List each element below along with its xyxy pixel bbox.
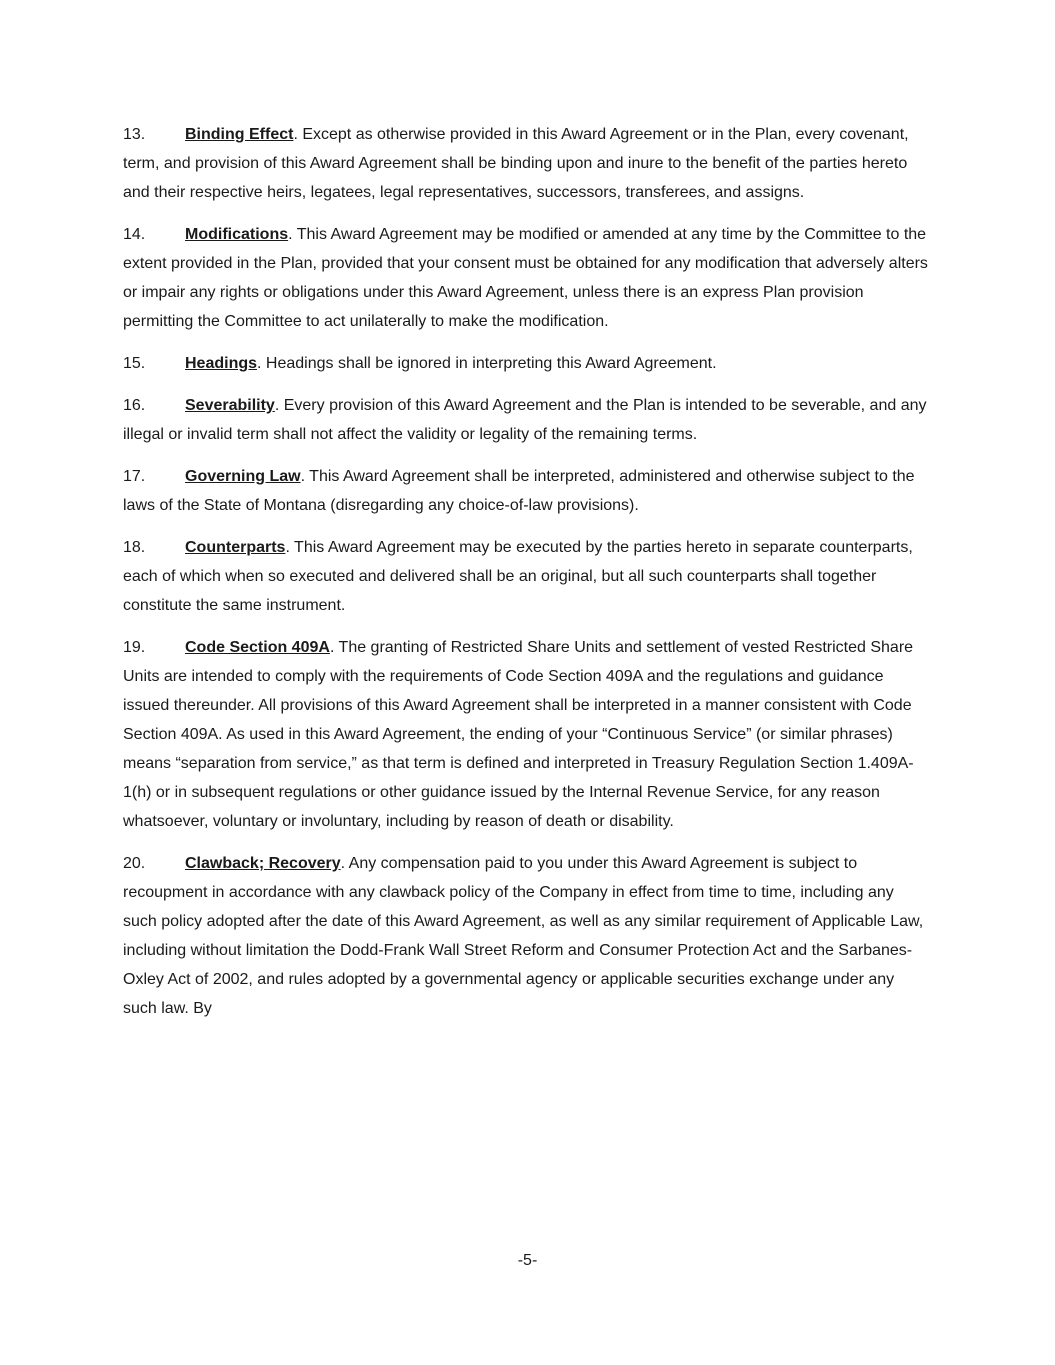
section-paragraph-13 (123, 120, 930, 207)
section-paragraph-18 (123, 533, 930, 620)
section-number: 16. (123, 397, 146, 414)
section-number: 20. (123, 855, 146, 872)
section-body: . Headings shall be ignored in interpreting this Award Agreement. (257, 355, 717, 372)
section-number: 13. (123, 126, 146, 143)
section-number: 15. (123, 355, 146, 372)
section-number: 19. (123, 639, 146, 656)
page-number-footer: -5- (517, 1252, 538, 1269)
section-body: . The granting of Restricted Share Units and settlement of vested Restricted Share Units are intended to comply with the requirements of Code Section 409A and the regulations and guidance issued thereunder. All provisions of this Award Agreement shall be interpreted in a manner consistent with Code Section 409A. As used in this Award Agreement, the ending of your “Continuous Service” (or similar phrases) means “separation from service,” as that term is defined and interpreted in Treasury Regulation Section 1.409A-1(h) or in subsequent regulations or other guidance issued by the Internal Revenue Service, for any reason whatsoever, voluntary or involuntary, including by reason of death or disability. (123, 639, 914, 830)
section-number: 18. (123, 539, 146, 556)
section-heading: Governing Law (185, 468, 301, 485)
section-body: . This Award Agreement may be modified or amended at any time by the Committee to the extent provided in the Plan, provided that your consent must be obtained for any modification that adversely alters or impair any rights or obligations under this Award Agreement, unless there is an express Plan provision permitting the Committee to act unilaterally to make the modification. (123, 226, 928, 330)
section-paragraph-17 (123, 462, 930, 520)
section-body: . This Award Agreement shall be interpreted, administered and otherwise subject to the laws of the State of Montana (disregarding any choice-of-law provisions). (123, 468, 915, 514)
section-body: . Every provision of this Award Agreement and the Plan is intended to be severable, and any illegal or invalid term shall not affect the validity or legality of the remaining terms. (123, 397, 927, 443)
section-number: 14. (123, 226, 146, 243)
section-body: . Except as otherwise provided in this Award Agreement or in the Plan, every covenant, term, and provision of this Award Agreement shall be binding upon and inure to the benefit of the parties hereto and their respective heirs, legatees, legal representatives, successors, transferees, and assigns. (123, 126, 909, 201)
section-heading: Clawback; Recovery (185, 855, 341, 872)
section-heading: Severability (185, 397, 275, 414)
section-body: . Any compensation paid to you under this Award Agreement is subject to recoupment in accordance with any clawback policy of the Company in effect from time to time, including any such policy adopted after the date of this Award Agreement, as well as any similar requirement of Applicable Law, including without limitation the Dodd-Frank Wall Street Reform and Consumer Protection Act and the Sarbanes-Oxley Act of 2002, and rules adopted by a governmental agency or applicable securities exchange under any such law. By (123, 855, 924, 1017)
section-heading: Binding Effect (185, 126, 294, 143)
section-heading: Headings (185, 355, 258, 372)
section-heading: Code Section 409A (185, 639, 330, 656)
section-paragraph-14 (123, 220, 930, 336)
section-heading: Modifications (185, 226, 289, 243)
section-paragraph-16 (123, 391, 930, 449)
section-body: . This Award Agreement may be executed by the parties hereto in separate counterparts, each of which when so executed and delivered shall be an original, but all such counterparts shall together constitute the same instrument. (123, 539, 913, 614)
section-paragraph-20 (123, 849, 930, 1023)
section-heading: Counterparts (185, 539, 286, 556)
section-number: 17. (123, 468, 146, 485)
section-paragraph-19 (123, 633, 930, 836)
section-paragraph-15 (123, 349, 930, 378)
